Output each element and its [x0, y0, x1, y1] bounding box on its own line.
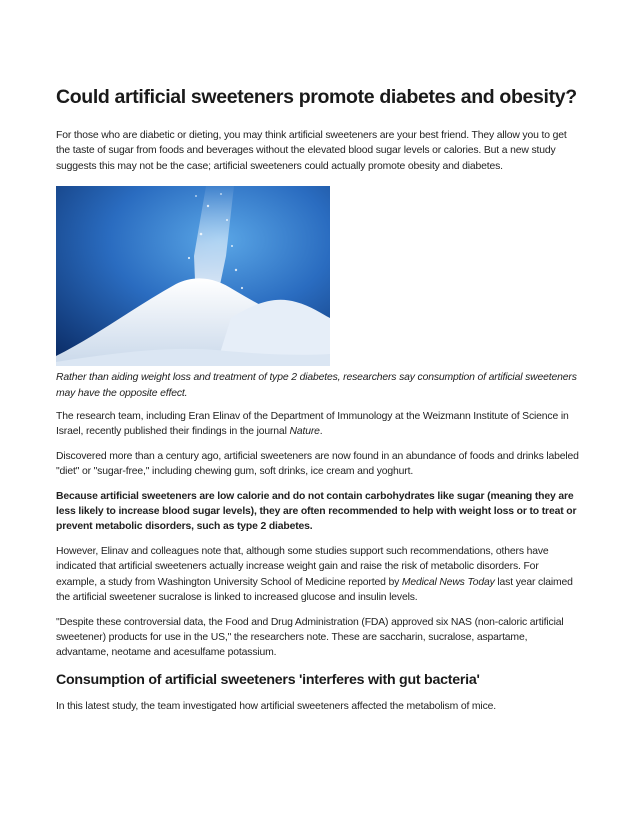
section-heading: Consumption of artificial sweeteners 'interferes with gut bacteria': [56, 671, 480, 688]
paragraph-latest-study: In this latest study, the team investigated how artificial sweeteners affected the metabolism of mice.: [56, 700, 496, 712]
paragraph-history: Discovered more than a century ago, artificial sweeteners are now found in an abundance of foods and drinks labeled "diet" or "sugar-free," including chewing gum, soft drinks, ice cream and yoghurt.: [56, 450, 579, 478]
paragraph-research-team: [56, 409, 582, 440]
source-name: Medical News Today: [401, 576, 495, 588]
paragraph-recommendation: Because artificial sweeteners are low calorie and do not contain carbohydrates like sugar (meaning they are less likely to increase blood sugar levels), they are often recommended to help with weight loss or to treat or prevent metabolic disorders, such as type 2 diabetes.: [56, 490, 577, 533]
intro-paragraph: For those who are diabetic or dieting, you may think artificial sweeteners are your best friend. They allow you to get the taste of sugar from foods and beverages without the elevated blood sugar levels or calories. But a new study suggests this may not be the case; artificial sweeteners could actually promote obesity and diabetes.: [56, 130, 567, 172]
text-segment: .: [319, 426, 323, 438]
paragraph-fda: "Despite these controversial data, the Food and Drug Administration (FDA) approved six NAS (non-caloric artificial sweetener) products for use in the US," the researchers note. These are saccharin, sucralose, aspartame, advantame, neotame and acesulfame potassium.: [56, 616, 564, 659]
paragraph-studies: [56, 544, 582, 606]
text-segment: The research team, including Eran Elinav of the Department of Immunology at the Weizmann Institute of Science in Israel, recently published their findings in the journal: [56, 411, 569, 438]
article-title: Could artificial sweeteners promote diabetes and obesity?: [56, 86, 577, 108]
text-segment: last year claimed the artificial sweetener sucralose is linked to increased glucose and insulin levels.: [56, 576, 573, 604]
article: [56, 84, 582, 723]
journal-name: Nature: [289, 426, 320, 438]
sugar-photo: [56, 186, 330, 366]
text-segment: However, Elinav and colleagues note that, although some studies support such recommendations, others have indicated that artificial sweeteners actually increase weight gain and raise the risk of metabolic disorders. For example, a study from Washington University School of Medicine reported by: [56, 545, 549, 588]
photo-caption: Rather than aiding weight loss and treatment of type 2 diabetes, researchers say consumption of artificial sweeteners may have the opposite effect.: [56, 372, 577, 399]
